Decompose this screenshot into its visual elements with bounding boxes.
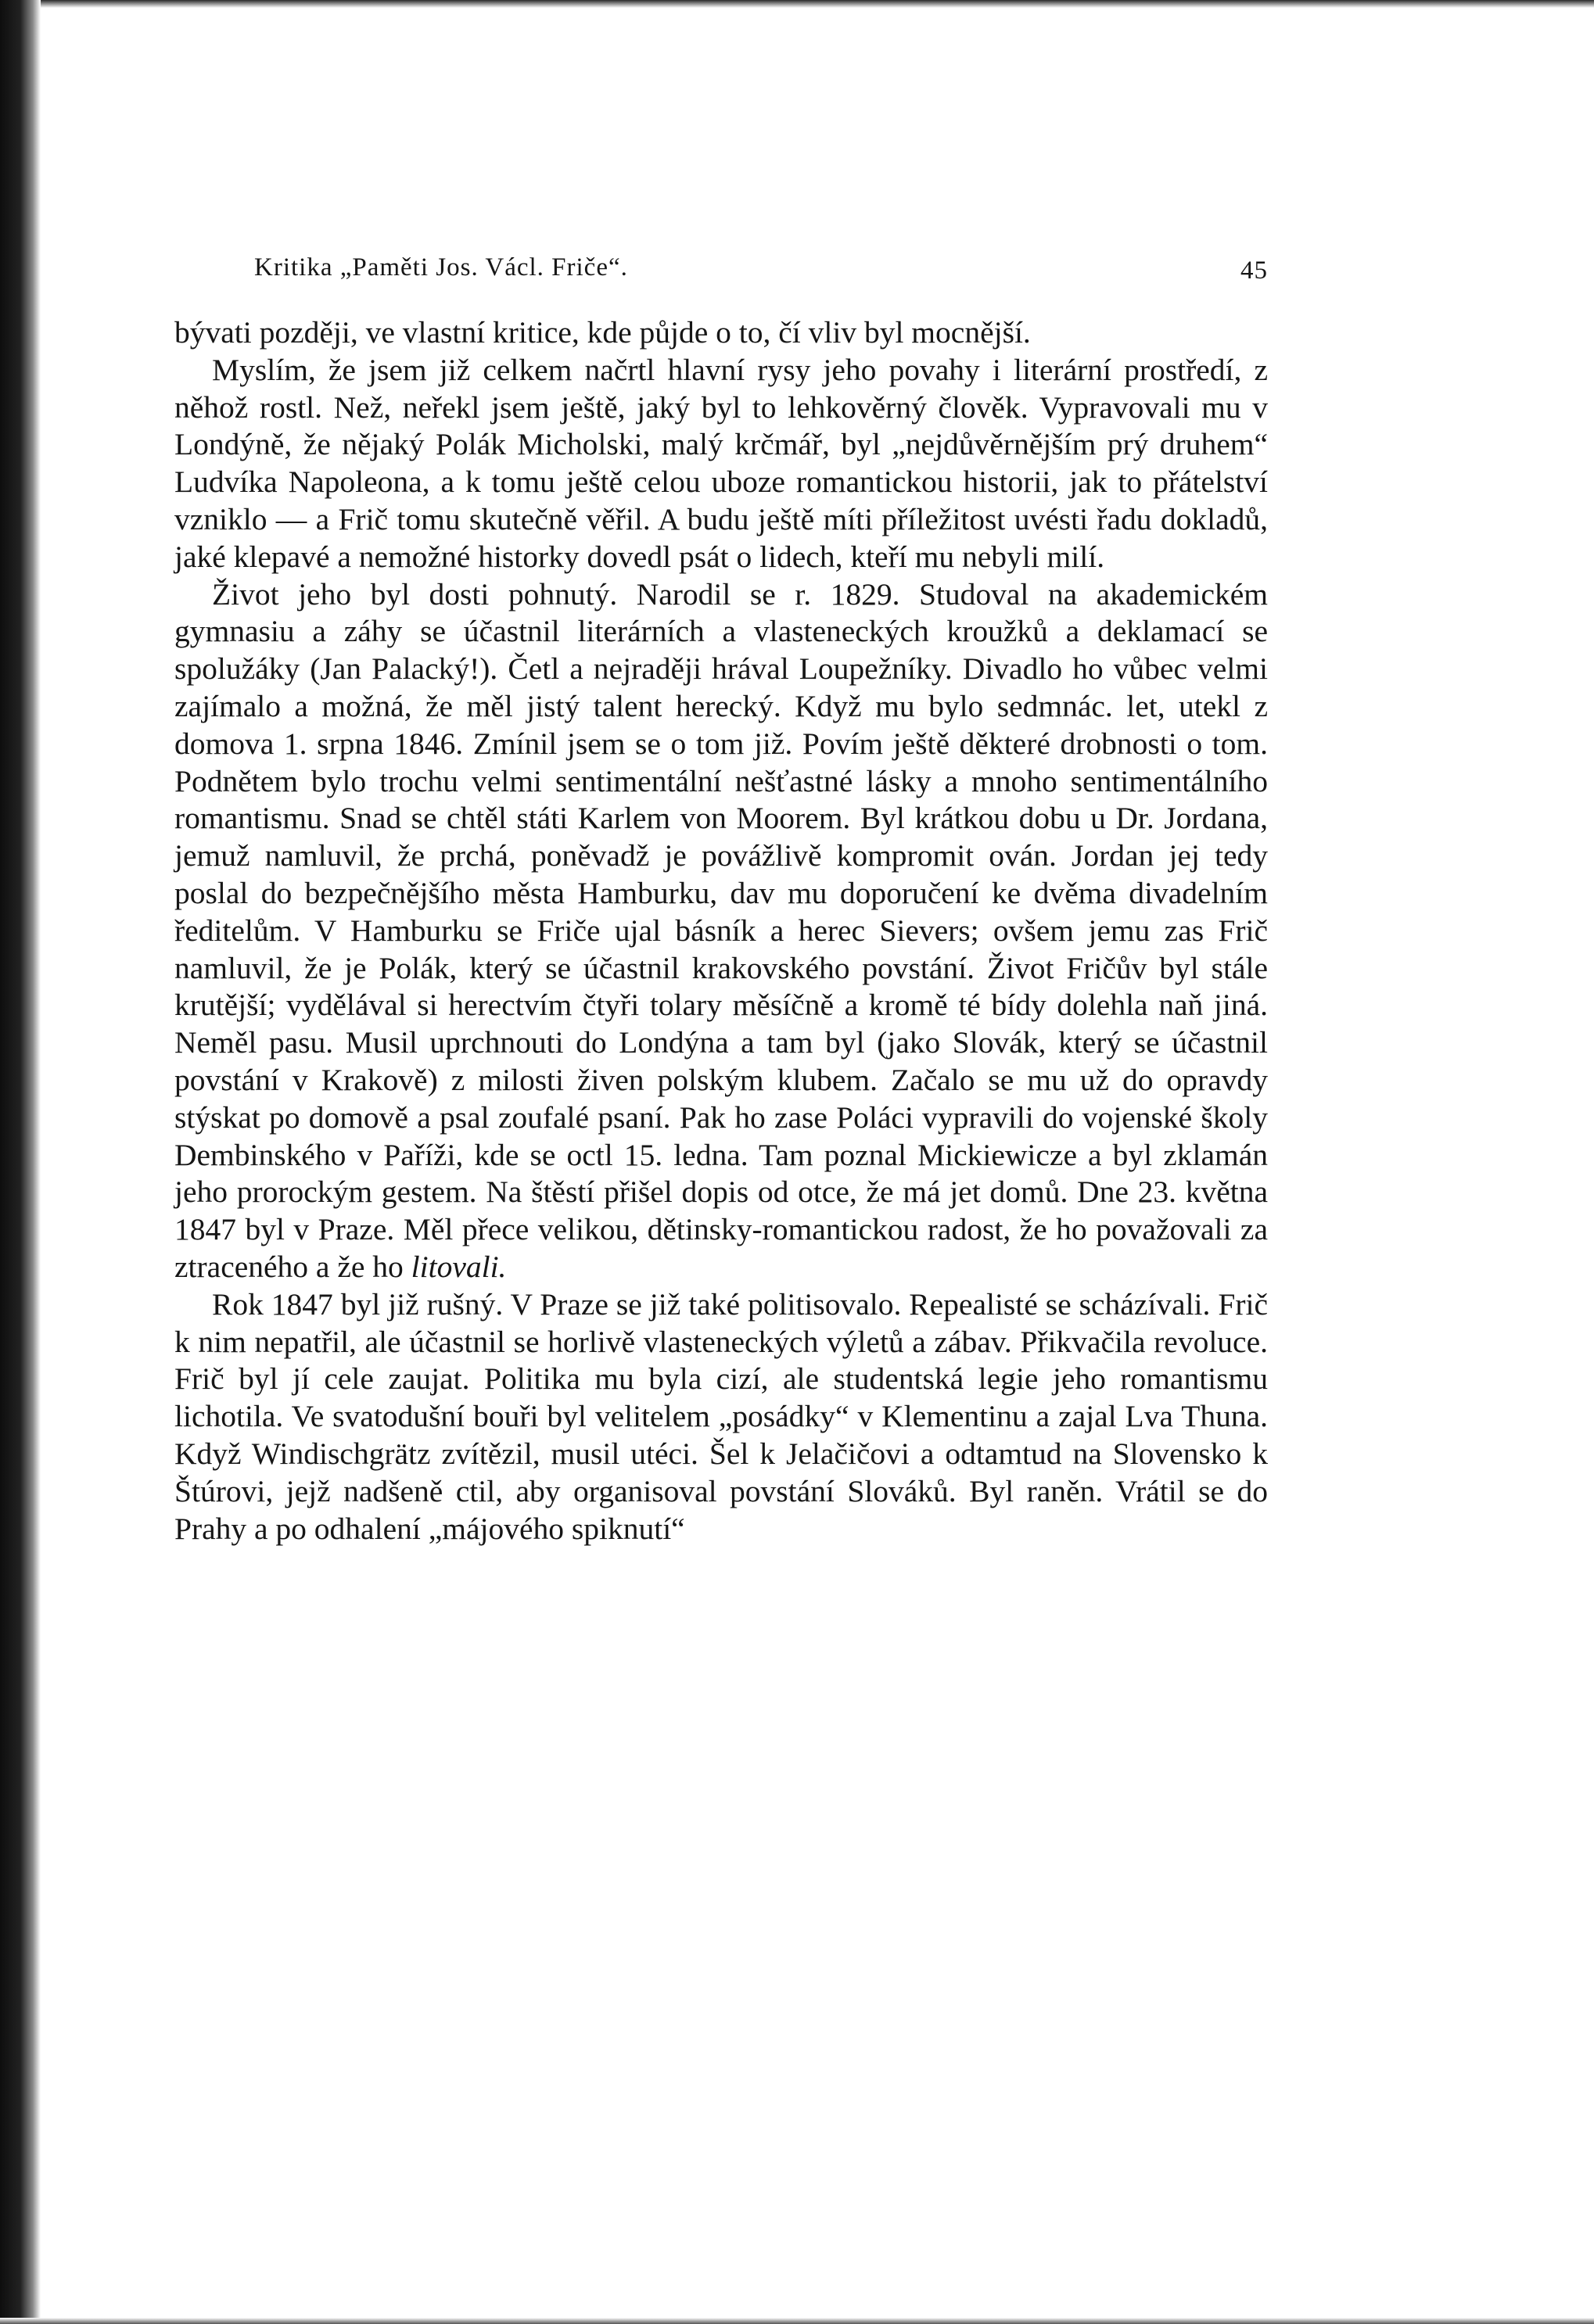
paragraph-3-text: Život jeho byl dosti pohnutý. Narodil se r. 1829. Studoval na akademickém gymnasiu a záhy se účastnil literárních a vlasteneckých kroužků a deklamací se spolužáky (Jan Palacký!). Četl a nejraději hrával Loupežníky. Divadlo ho vůbec velmi zajímalo a možná, že měl jistý talent herecký. Když mu bylo sedmnác. let, utekl z domova 1. srpna 1846. Zmínil jsem se o tom již. Povím ještě děkteré drobnosti o tom. Podnětem bylo trochu velmi sentimentální nešťastné lásky a mnoho sentimentálního romantismu. Snad se chtěl státi Karlem von Moorem. Byl krátkou dobu u Dr. Jordana, jemuž namluvil, že prchá, poněvadž je povážlivě kompromit ován. Jordan jej tedy poslal do bezpečnějšího města Hamburku, dav mu doporučení ke dvěma divadelním ředitelům. V Hamburku se Friče ujal básník a herec Sievers; ovšem jemu zas Frič namluvil, že je Polák, který se účastnil krakovského povstání. Život Fričův byl stále krutější; vydělával si herectvím čtyři tolary měsíčně a kromě té bídy dolehla naň jiná. Neměl pasu. Musil uprchnouti do Londýna a tam byl (jako Slovák, který se účastnil povstání v Krakově) z milosti živen polským klubem. Začalo se mu už do opravdy stýskat po domově a psal zoufalé psaní. Pak ho zase Poláci vypravili do vojenské školy Dembinského v Paříži, kde se octl 15. ledna. Tam poznal Mickiewicze a byl zklamán jeho prorockým gestem. Na štěstí přišel dopis od otce, že má jet domů. Dne 23. května 1847 byl v Praze. Měl přece velikou, dětinsky-romantickou radost, že ho považovali za ztraceného a že ho [174, 576, 1268, 1284]
paragraph-1: bývati později, ve vlastní kritice, kde půjde o to, čí vliv byl mocnější. [174, 315, 1031, 350]
paragraph-3-italic: litovali. [411, 1249, 507, 1284]
book-page [174, 250, 1268, 1548]
scan-edge-bottom [0, 2318, 1594, 2324]
body-text [174, 314, 1268, 1548]
paragraph-2: Myslím, že jsem již celkem načrtl hlavní rysy jeho povahy i literární prostředí, z něhož rostl. Než, neřekl jsem ještě, jaký byl to lehkověrný člověk. Vypravovali mu v Londýně, že nějaký Polák Micholski, malý krčmář, byl „nejdůvěrnějším prý druhem“ Ludvíka Napoleona, a k tomu ještě celou uboze romantickou historii, jak to přátelství vzniklo — a Frič tomu skutečně věřil. A budu ještě míti příležitost uvésti řadu dokladů, jaké klepavé a nemožné historky dovedl psát o lidech, kteří mu nebyli milí. [174, 352, 1268, 574]
running-title: Kritika „Paměti Jos. Václ. Friče“. [254, 253, 628, 282]
scan-edge-top [0, 0, 1594, 8]
scan-edge-left [0, 0, 41, 2324]
page-number: 45 [1240, 256, 1268, 285]
paragraph-3 [174, 576, 1268, 1286]
running-head [174, 250, 1268, 285]
paragraph-4: Rok 1847 byl již rušný. V Praze se již také politisovalo. Repealisté se scházívali. Frič k nim nepatřil, ale účastnil se horlivě vlasteneckých výletů a zábav. Přikvačila revoluce. Frič byl jí cele zaujat. Politika mu byla cizí, ale studentská legie jeho romantismu lichotila. Ve svatodušní bouři byl velitelem „posádky“ v Klementinu a zajal Lva Thuna. Když Windischgrätz zvítězil, musil utéci. Šel k Jelačičovi a odtamtud na Slovensko k Štúrovi, jejž nadšeně ctil, aby organisoval povstání Slováků. Byl raněn. Vrátil se do Prahy a po odhalení „májového spiknutí“ [174, 1286, 1268, 1546]
